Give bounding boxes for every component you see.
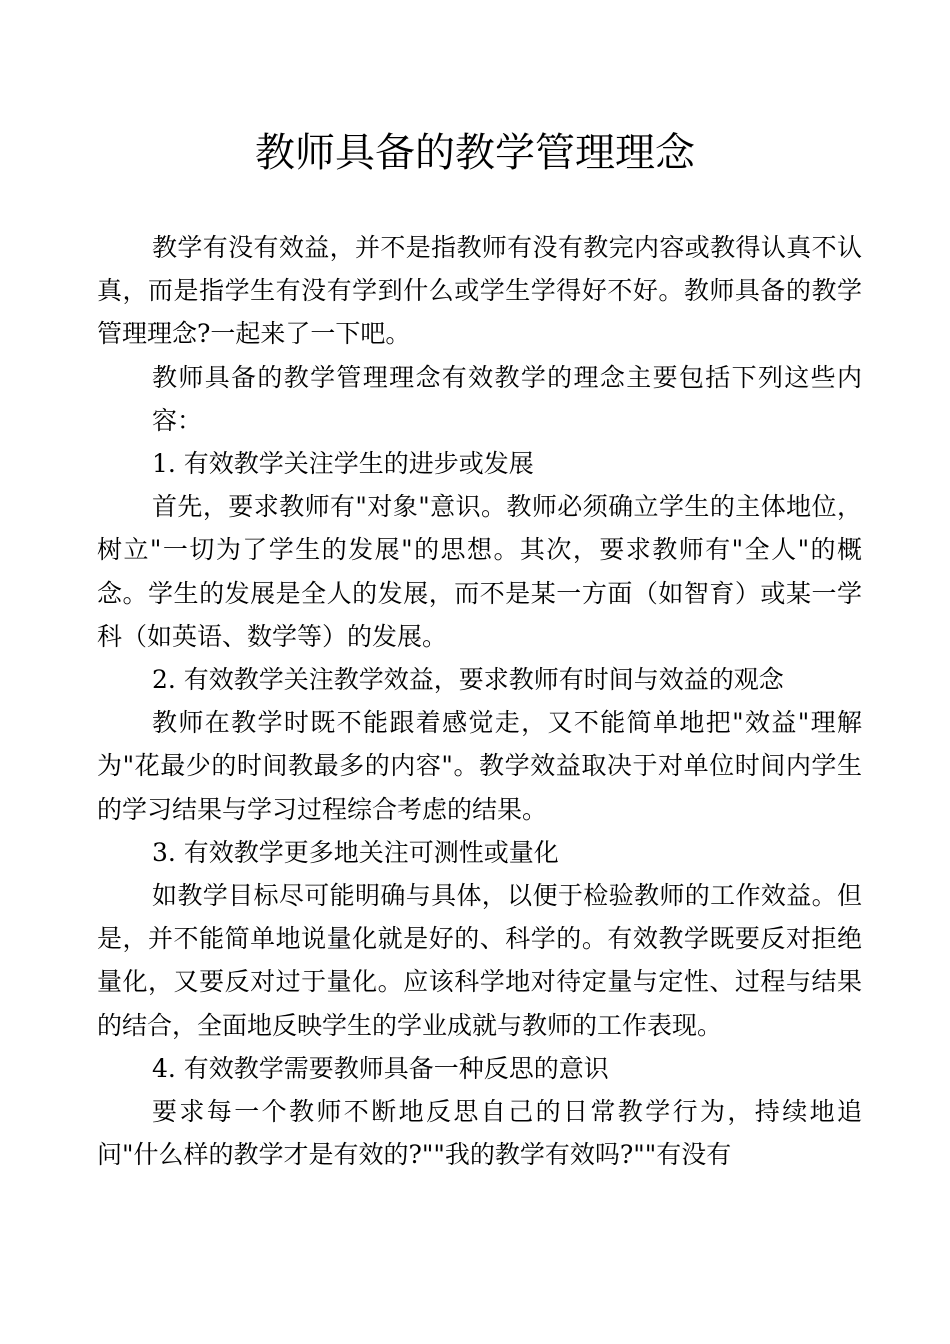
paragraph-section-1: 首先，要求教师有"对象"意识。教师必须确立学生的主体地位，树立"一切为了学生的发展"的思想。其次，要求教师有"全人"的概念。学生的发展是全人的发展，而不是某一方面（如智育）或某一学科（如英语、数学等）的发展。 <box>97 492 862 651</box>
document-body <box>97 226 862 1176</box>
section-heading-4: 4. 有效教学需要教师具备一种反思的意识 <box>152 1053 609 1083</box>
paragraph-section-3: 如教学目标尽可能明确与具体，以便于检验教师的工作效益。但是，并不能简单地说量化就是好的、科学的。有效教学既要反对拒绝量化，又要反对过于量化。应该科学地对待定量与定性、过程与结果的结合，全面地反映学生的学业成就与教师的工作表现。 <box>97 881 862 1040</box>
paragraph-overview: 教师具备的教学管理理念有效教学的理念主要包括下列这些内容： <box>152 362 862 435</box>
section-heading-2: 2. 有效教学关注教学效益，要求教师有时间与效益的观念 <box>152 665 784 695</box>
section-heading-3: 3. 有效教学更多地关注可测性或量化 <box>152 837 559 867</box>
paragraph-intro: 教学有没有效益，并不是指教师有没有教完内容或教得认真不认真，而是指学生有没有学到什么或学生学得好不好。教师具备的教学管理理念?一起来了一下吧。 <box>97 233 862 349</box>
paragraph-section-2: 教师在教学时既不能跟着感觉走，又不能简单地把"效益"理解为"花最少的时间教最多的内容"。教学效益取决于对单位时间内学生的学习结果与学习过程综合考虑的结果。 <box>97 708 862 824</box>
section-heading-1: 1. 有效教学关注学生的进步或发展 <box>152 449 534 479</box>
paragraph-section-4: 要求每一个教师不断地反思自己的日常教学行为，持续地追问"什么样的教学才是有效的?""我的教学有效吗?""有没有 <box>97 1097 862 1170</box>
document-title: 教师具备的教学管理理念 <box>255 129 695 176</box>
